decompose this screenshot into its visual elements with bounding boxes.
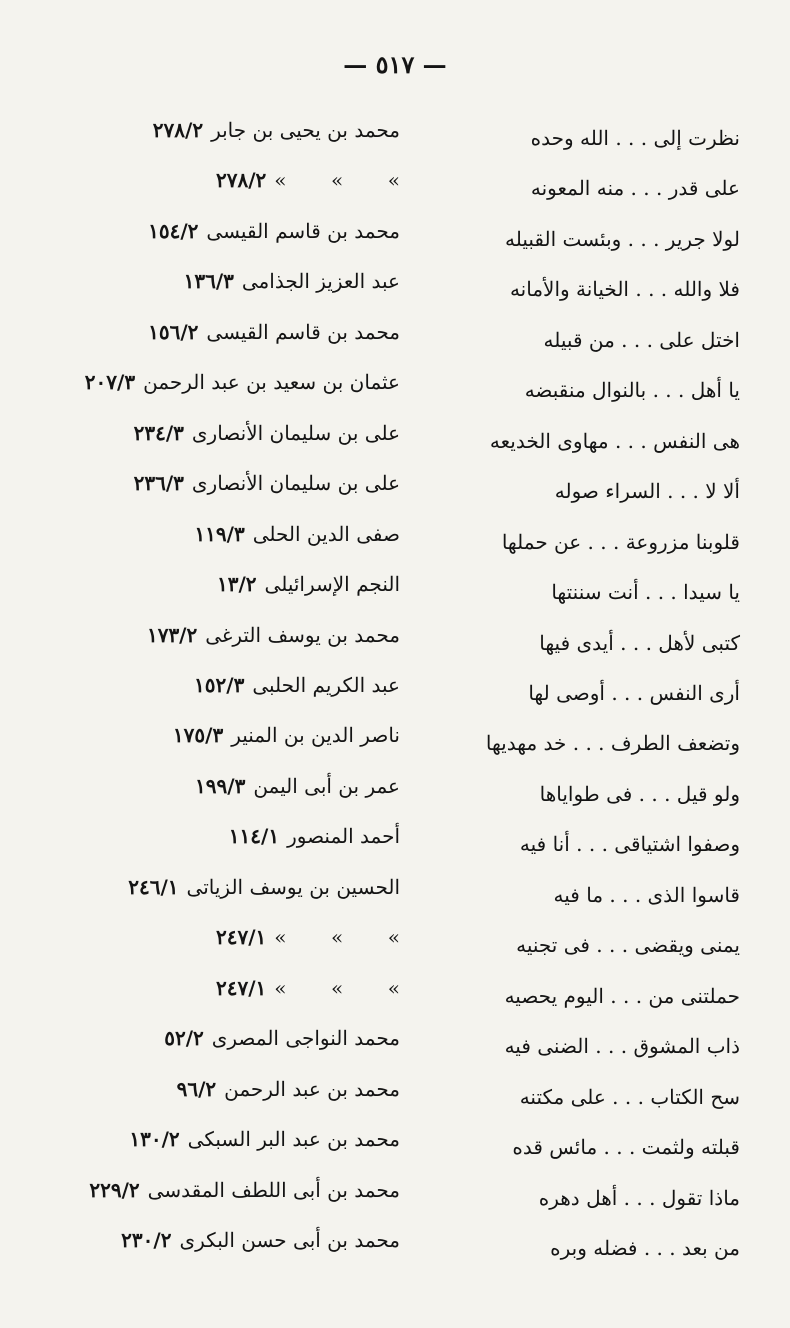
index-entry <box>0 1228 790 1268</box>
volume-page-ref: ١٣٠/٢ <box>129 1127 180 1152</box>
page-number: — ٥١٧ — <box>343 50 447 79</box>
index-entry <box>0 370 790 410</box>
poet-name: محمد بن أبى اللطف المقدسى <box>147 1177 400 1202</box>
poet-name: عثمان بن سعيد بن عبد الرحمن <box>143 370 400 395</box>
verse-incipit: قاسوا الذى . . . ما فيه <box>553 882 740 907</box>
verse-incipit: ماذا تقول . . . أهل دهره <box>538 1185 740 1210</box>
verse-incipit: اختل على . . . من قبيله <box>543 327 740 352</box>
poet-name: محمد بن قاسم القيسى <box>206 218 400 243</box>
volume-page-ref: ٢٤٦/١ <box>128 874 179 899</box>
verse-incipit: سح الكتاب . . . على مكتنه <box>519 1084 740 1109</box>
verse-incipit: حملتنى من . . . اليوم يحصيه <box>504 983 740 1008</box>
verse-incipit: قبلته ولثمت . . . مائس قده <box>512 1135 740 1160</box>
index-entry <box>0 471 790 511</box>
poet-reference <box>70 976 400 1000</box>
poet-reference <box>70 522 400 546</box>
poet-reference <box>70 219 400 243</box>
poet-name: محمد بن يوسف الترغى <box>205 622 400 647</box>
poet-reference <box>70 572 400 596</box>
verse-incipit: على قدر . . . منه المعونه <box>530 176 740 201</box>
verse-incipit: من بعد . . . فضله وبره <box>550 1235 740 1260</box>
verse-incipit: أرى النفس . . . أوصى لها <box>528 680 740 705</box>
verse-incipit: كتبى لأهل . . . أيدى فيها <box>539 630 740 655</box>
poet-reference <box>70 118 400 142</box>
index-entry <box>0 168 790 208</box>
poet-reference <box>70 168 400 192</box>
poet-reference <box>70 875 400 899</box>
poet-name: عمر بن أبى اليمن <box>253 773 400 798</box>
poet-name: » » » <box>274 168 400 193</box>
index-entry <box>0 522 790 562</box>
poet-reference <box>70 471 400 495</box>
poet-name: محمد بن عبد البر السبكى <box>187 1127 400 1152</box>
poet-name: صفى الدين الحلى <box>252 521 400 546</box>
index-entry <box>0 320 790 360</box>
poet-name: على بن سليمان الأنصارى <box>191 420 400 445</box>
poet-name: محمد بن أبى حسن البكرى <box>179 1227 400 1252</box>
poet-reference <box>70 1178 400 1202</box>
verse-incipit: وتضعف الطرف . . . خد مهديها <box>485 731 740 756</box>
index-entry <box>0 925 790 965</box>
poet-name: على بن سليمان الأنصارى <box>191 471 400 496</box>
volume-page-ref: ٢٧٨/٢ <box>216 168 267 193</box>
volume-page-ref: ٢٧٨/٢ <box>152 118 204 142</box>
verse-incipit: ألا لا . . . السراء صوله <box>554 479 740 504</box>
verse-incipit: قلوبنا مزروعة . . . عن حملها <box>501 529 740 554</box>
poet-name: محمد بن يحيى بن جابر <box>211 118 400 142</box>
poet-reference <box>70 925 400 949</box>
index-entry <box>0 1026 790 1066</box>
volume-page-ref: ٢٤٧/١ <box>216 925 267 950</box>
verse-incipit: يا سيدا . . . أنت سننتها <box>551 580 740 605</box>
volume-page-ref: ٢٣٤/٣ <box>133 420 184 445</box>
index-entry <box>0 623 790 663</box>
volume-page-ref: ١٣/٢ <box>217 572 257 597</box>
poet-name: » » » <box>274 975 400 1000</box>
volume-page-ref: ١١٩/٣ <box>194 521 245 546</box>
index-entry <box>0 673 790 713</box>
poet-reference <box>70 320 400 344</box>
poet-name: أحمد المنصور <box>287 824 400 849</box>
verse-incipit: هى النفس . . . مهاوى الخديعه <box>489 428 740 453</box>
volume-page-ref: ١٥٦/٢ <box>148 319 199 344</box>
poet-name: » » » <box>274 925 400 950</box>
index-entry <box>0 1178 790 1218</box>
volume-page-ref: ٢٢٩/٢ <box>89 1177 140 1202</box>
index-entry <box>0 774 790 814</box>
verse-incipit: ولو قيل . . . فى طواياها <box>539 781 740 806</box>
verse-incipit: ذاب المشوق . . . الضنى فيه <box>504 1034 740 1059</box>
index-entry <box>0 269 790 309</box>
index-entry <box>0 421 790 461</box>
index-entry <box>0 118 790 158</box>
poet-reference <box>70 1228 400 1252</box>
volume-page-ref: ١٧٥/٣ <box>172 723 224 748</box>
volume-page-ref: ٢٠٧/٣ <box>84 370 136 395</box>
index-entry <box>0 723 790 763</box>
volume-page-ref: ١٥٤/٢ <box>148 218 199 243</box>
poet-name: محمد بن عبد الرحمن <box>224 1076 400 1101</box>
poet-name: محمد النواجى المصرى <box>211 1026 400 1051</box>
poet-name: النجم الإسرائيلى <box>264 572 400 597</box>
volume-page-ref: ٢٣٦/٣ <box>133 471 184 496</box>
poet-reference <box>70 723 400 747</box>
index-entry <box>0 219 790 259</box>
index-entry <box>0 976 790 1016</box>
poet-name: الحسين بن يوسف الزياتى <box>186 874 400 899</box>
poet-reference <box>70 1127 400 1151</box>
poet-name: ناصر الدين بن المنير <box>231 723 400 748</box>
verse-incipit: يا أهل . . . بالنوال منقبضه <box>524 378 740 403</box>
volume-page-ref: ٢٣٠/٢ <box>121 1227 172 1252</box>
index-entry <box>0 875 790 915</box>
volume-page-ref: ٥٢/٢ <box>164 1026 204 1051</box>
index-entry <box>0 1127 790 1167</box>
poet-reference <box>70 824 400 848</box>
index-list <box>0 118 790 1268</box>
poet-reference <box>70 370 400 394</box>
verse-incipit: لولا جرير . . . وبئست القبيله <box>505 226 740 251</box>
verse-incipit: نظرت إلى . . . الله وحده <box>530 126 740 150</box>
index-entry <box>0 572 790 612</box>
volume-page-ref: ١٣٦/٣ <box>183 269 234 294</box>
poet-reference <box>70 673 400 697</box>
volume-page-ref: ١٩٩/٣ <box>195 773 246 798</box>
volume-page-ref: ١١٤/١ <box>228 824 280 849</box>
verse-incipit: يمنى ويقضى . . . فى تجنيه <box>516 933 740 958</box>
poet-reference <box>70 623 400 647</box>
volume-page-ref: ١٧٣/٢ <box>146 622 198 647</box>
poet-name: عبد العزيز الجذامى <box>241 269 400 294</box>
volume-page-ref: ٩٦/٢ <box>176 1076 217 1101</box>
poet-reference <box>70 269 400 293</box>
verse-incipit: فلا والله . . . الخيانة والأمانه <box>509 277 740 302</box>
volume-page-ref: ٢٤٧/١ <box>216 975 267 1000</box>
index-entry <box>0 1077 790 1117</box>
poet-name: عبد الكريم الحلبى <box>252 672 400 697</box>
index-entry <box>0 824 790 864</box>
volume-page-ref: ١٥٢/٣ <box>194 672 245 697</box>
poet-reference <box>70 1077 400 1101</box>
poet-name: محمد بن قاسم القيسى <box>206 319 400 344</box>
poet-reference <box>70 774 400 798</box>
verse-incipit: وصفوا اشتياقى . . . أنا فيه <box>519 832 740 857</box>
poet-reference <box>70 421 400 445</box>
poet-reference <box>70 1026 400 1050</box>
